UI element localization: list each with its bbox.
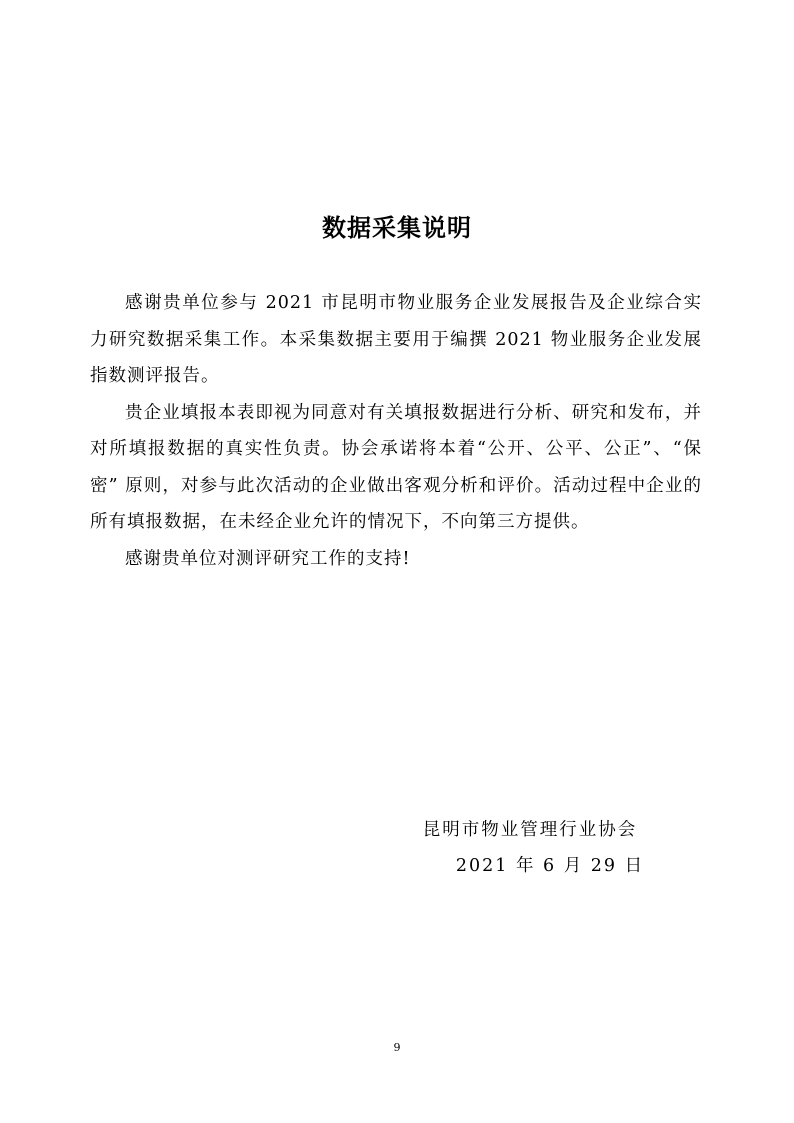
signature-organization: 昆明市物业管理行业协会 bbox=[422, 820, 638, 840]
paragraph-consent: 贵企业填报本表即视为同意对有关填报数据进行分析、研究和发布，并对所填报数据的真实性负责。协会承诺将本着“公开、公平、公正”、“保密” 原则，对参与此次活动的企业做出客观分析和评价。活动过程中企业的所有填报数据，在未经企业允许的情况下，不向第三方提供。 bbox=[90, 402, 702, 532]
signature-date: 2021 年 6 月 29 日 bbox=[455, 856, 645, 876]
page-number: 9 bbox=[393, 1041, 401, 1054]
page-title: 数据采集说明 bbox=[322, 213, 472, 242]
paragraph-thanks: 感谢贵单位对测评研究工作的支持! bbox=[125, 548, 411, 569]
body-text bbox=[90, 285, 702, 577]
paragraph-intro: 感谢贵单位参与 2021 市昆明市物业服务企业发展报告及企业综合实力研究数据采集工作。本采集数据主要用于编撰 2021 物业服务企业发展指数测评报告。 bbox=[90, 293, 702, 386]
